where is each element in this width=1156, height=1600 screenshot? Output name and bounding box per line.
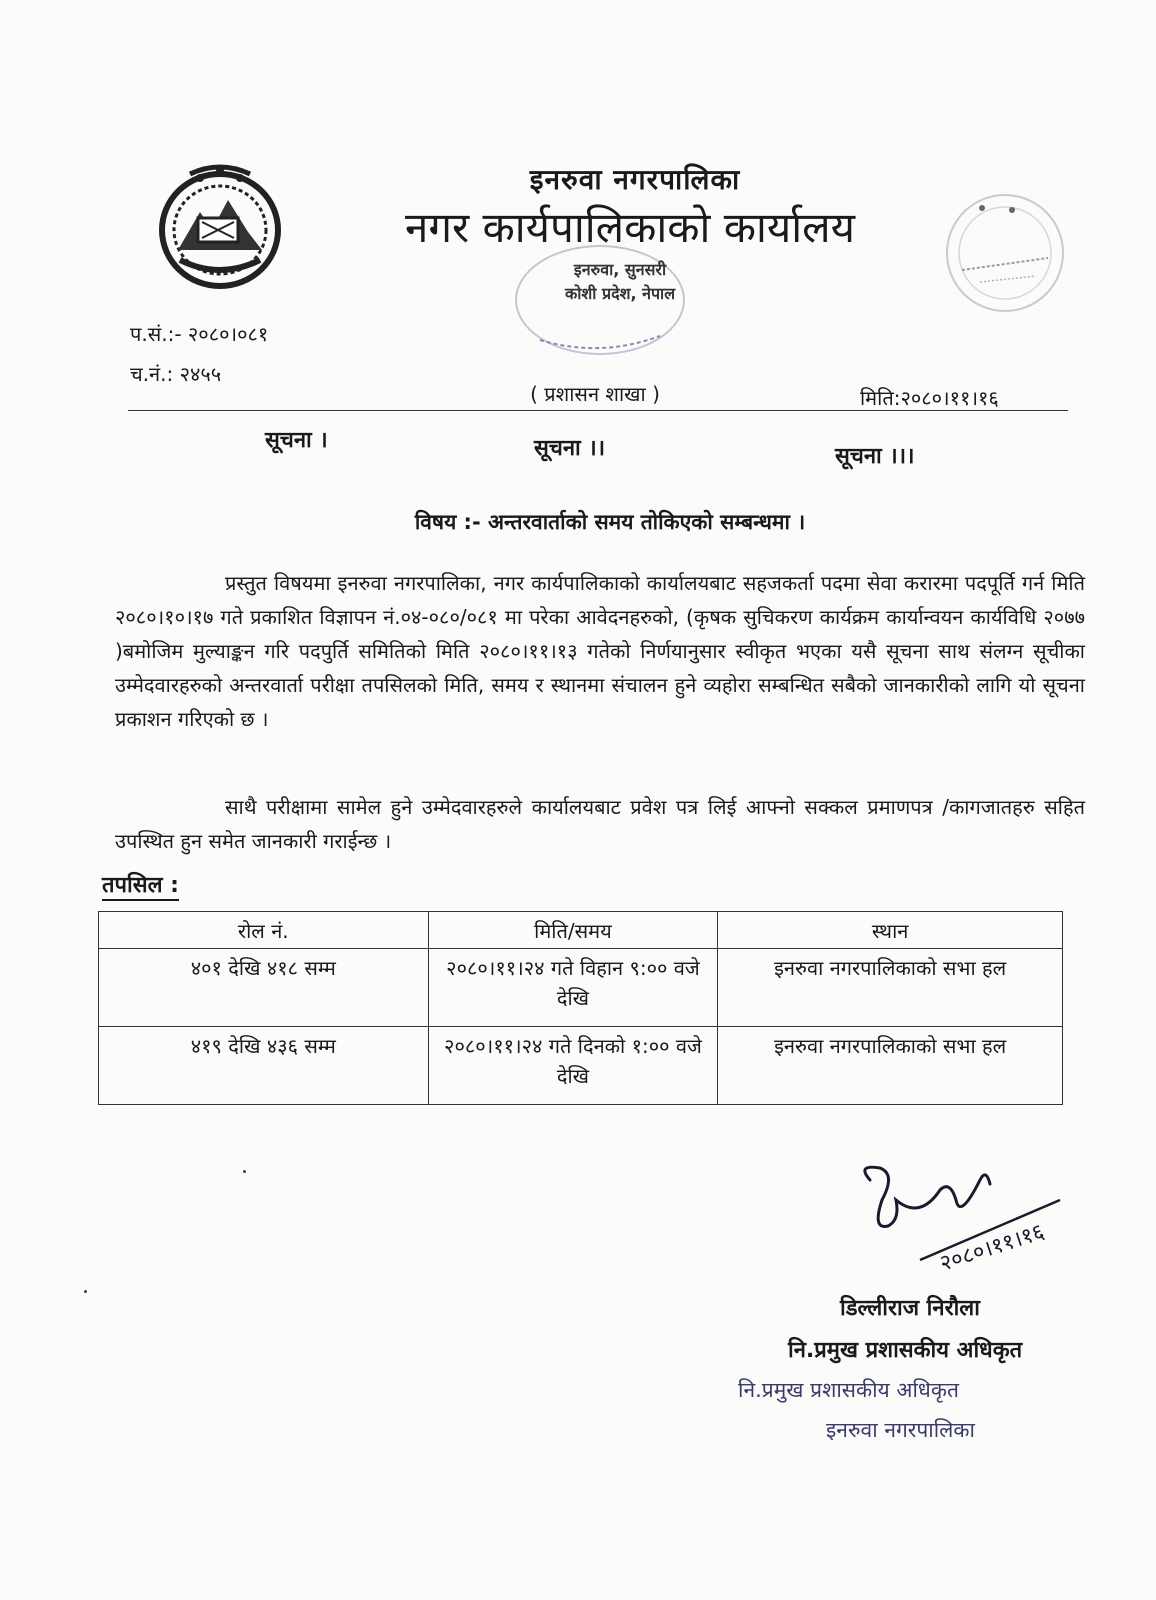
schedule-table (98, 911, 1063, 1105)
subject-line: विषय :- अन्तरवार्ताको समय तोकिएको सम्बन्धमा । (414, 510, 806, 534)
org-name: इनरुवा नगरपालिका (529, 163, 741, 196)
table-header-row (99, 912, 1063, 949)
header-venue: स्थान (718, 912, 1063, 949)
designation-stamp: नि.प्रमुख प्रशासकीय अधिकृत (738, 1378, 959, 1402)
letter-date: मिति:२०८०।११।१६ (860, 386, 999, 410)
government-emblem-icon (150, 160, 290, 300)
exam-date-time: २०८०।११।२४ गते विहान ९:०० वजे देखि (428, 949, 718, 1027)
office-address (520, 258, 720, 306)
header-date-time: मिति/समय (428, 912, 718, 949)
body-paragraph-1: प्रस्तुत विषयमा इनरुवा नगरपालिका, नगर कार्यपालिकाको कार्यालयबाट सहजकर्ता पदमा सेवा करारमा पदपूर्ति गर्न मिति २०८०।१०।१७ गते प्रकाशित विज्ञापन नं.०४-०८०/०८१ मा परेका आवेदनहरुको, (कृषक सुचिकरण कार्यक्रम कार्यान्वयन कार्यविधि २०७७ )बमोजिम मुल्याङ्कन गरि पदपुर्ति समितिको मिति २०८०।११।१३ गतेको निर्णयानुसार स्वीकृत भएका यसै सूचना साथ संलग्न सूचीका उम्मेदवारहरुको अन्तरवार्ता परीक्षा तपसिलको मिति, समय र स्थानमा संचालन हुने व्यहोरा सम्बन्धित सबैको जानकारीको लागि यो सूचना प्रकाशन गरिएको छ । (115, 571, 1086, 731)
handwritten-signature (860, 1160, 1090, 1280)
header-divider (128, 410, 1068, 411)
exam-venue: इनरुवा नगरपालिकाको सभा हल (718, 1027, 1063, 1105)
signatory-name: डिल्लीराज निरौला (840, 1296, 980, 1321)
dispatch-number: च.नं.: २४५५ (130, 362, 222, 386)
roll-range: ४०१ देखि ४१८ सम्म (99, 949, 429, 1027)
signatory-title: नि.प्रमुख प्रशासकीय अधिकृत (788, 1338, 1023, 1363)
notice-heading-2: सूचना ।। (534, 436, 606, 461)
body-paragraph-2: साथै परीक्षामा सामेल हुने उम्मेदवारहरुले कार्यालयबाट प्रवेश पत्र लिई आफ्नो सक्कल प्रमाणपत्र /कागजातहरु सहित उपस्थित हुन समेत जानकारी गराईन्छ । (115, 795, 1085, 853)
office-seal-stamp (940, 188, 1070, 318)
table-row (99, 949, 1063, 1027)
roll-range: ४१९ देखि ४३६ सम्म (99, 1027, 429, 1105)
exam-date-time: २०८०।११।२४ गते दिनको १:०० वजे देखि (428, 1027, 718, 1105)
exam-venue: इनरुवा नगरपालिकाको सभा हल (718, 949, 1063, 1027)
office-name: नगर कार्यपालिकाको कार्यालय (405, 203, 855, 252)
notice-heading-3: सूचना ।।। (835, 444, 915, 469)
organization-stamp: इनरुवा नगरपालिका (826, 1418, 975, 1442)
reference-number: प.सं.:- २०८०।०८१ (130, 322, 269, 346)
speck (84, 1290, 87, 1293)
address-line-2: कोशी प्रदेश, नेपाल (564, 284, 676, 303)
notice-heading-1: सूचना । (265, 428, 328, 453)
address-line-1: इनरुवा, सुनसरी (573, 260, 667, 279)
schedule-label: तपसिल : (102, 873, 179, 901)
branch-label: ( प्रशासन शाखा ) (530, 382, 660, 406)
table-row (99, 1027, 1063, 1105)
speck (243, 1170, 246, 1173)
svg-text:२०८०।११।१६: २०८०।११।१६ (936, 1219, 1048, 1277)
header-roll-no: रोल नं. (99, 912, 429, 949)
